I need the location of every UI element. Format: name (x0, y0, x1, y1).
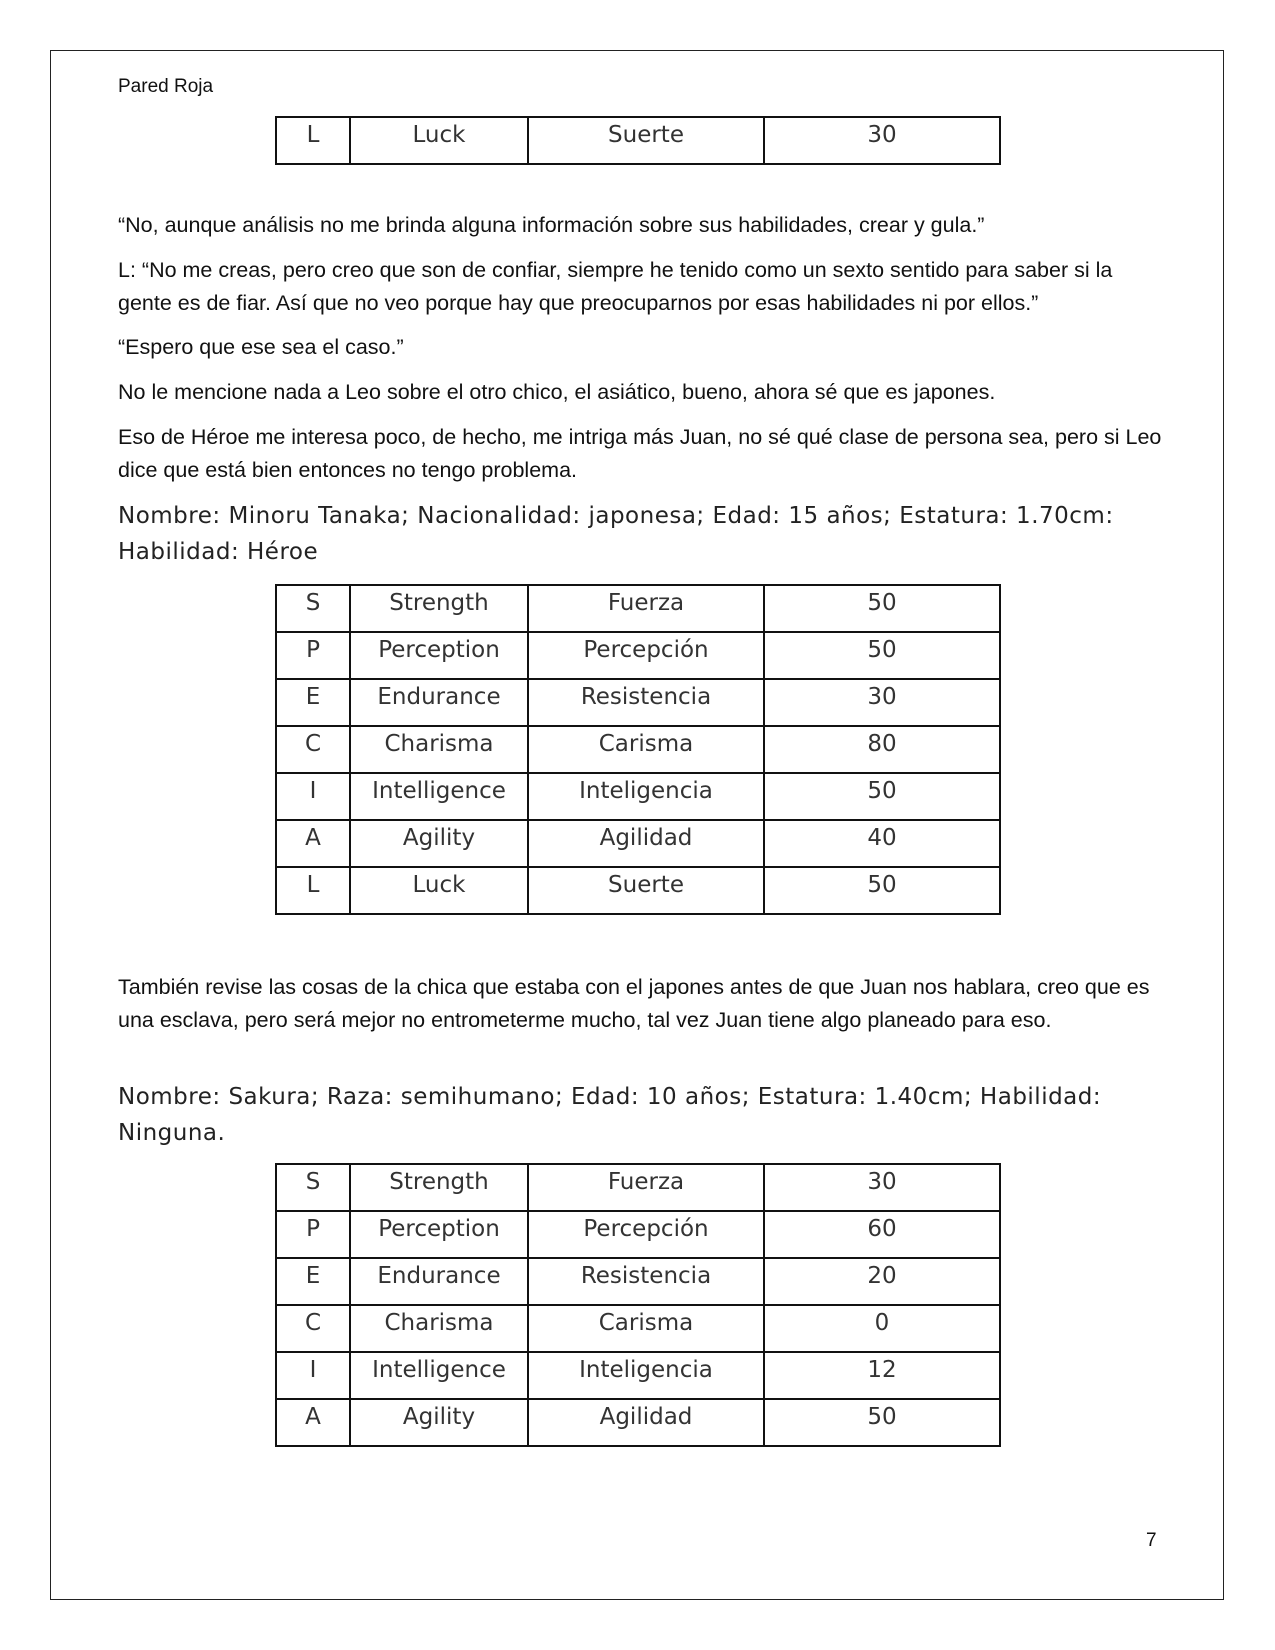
stat-english-cell: Strength (350, 1164, 528, 1211)
stat-spanish-cell: Percepción (528, 1211, 764, 1258)
table-row (276, 1211, 1000, 1258)
page-number: 7 (1146, 1530, 1157, 1551)
stat-code-cell: L (276, 117, 350, 164)
stat-english-cell: Luck (350, 867, 528, 914)
stat-value-cell: 50 (764, 773, 1000, 820)
stat-code-cell: P (276, 632, 350, 679)
stat-english-cell: Endurance (350, 1258, 528, 1305)
paragraph-text: También revise las cosas de la chica que estaba con el japones antes de que Juan nos hablara, creo que es una esclava, pero será mejor no entrometerme mucho, tal vez Juan tiene algo planeado para eso. (118, 975, 1150, 1032)
character-spec-text: Nombre: Sakura; Raza: semihumano; Edad: 10 años; Estatura: 1.40cm; Habilidad: Ninguna. (118, 1084, 1102, 1146)
table-row (276, 820, 1000, 867)
stat-code-cell: A (276, 820, 350, 867)
paragraph-text: “Espero que ese sea el caso.” (118, 335, 404, 359)
stat-value-cell: 50 (764, 632, 1000, 679)
stat-english-cell: Endurance (350, 679, 528, 726)
stat-code-cell: E (276, 679, 350, 726)
table-row (276, 867, 1000, 914)
stat-english-cell: Perception (350, 1211, 528, 1258)
stat-english-cell: Charisma (350, 726, 528, 773)
stat-english-cell: Agility (350, 820, 528, 867)
paragraph (118, 254, 1163, 320)
paragraph-text: No le mencione nada a Leo sobre el otro chico, el asiático, bueno, ahora sé que es japones. (118, 380, 996, 404)
stat-spanish-cell: Fuerza (528, 1164, 764, 1211)
stat-spanish-cell: Inteligencia (528, 773, 764, 820)
stat-english-cell: Charisma (350, 1305, 528, 1352)
paragraph (118, 376, 1163, 409)
stat-spanish-cell: Agilidad (528, 820, 764, 867)
stat-value-cell: 40 (764, 820, 1000, 867)
character-spec-text: Nombre: Minoru Tanaka; Nacionalidad: japonesa; Edad: 15 años; Estatura: 1.70cm: Habilidad: Héroe (118, 503, 1114, 565)
stat-code-cell: S (276, 1164, 350, 1211)
stat-value-cell: 0 (764, 1305, 1000, 1352)
paragraph-text: L: “No me creas, pero creo que son de confiar, siempre he tenido como un sexto sentido para saber si la gente es de fiar. Así que no veo porque hay que preocuparnos por esas habilidades ni por ellos.” (118, 258, 1113, 315)
stat-code-cell: I (276, 1352, 350, 1399)
stat-value-cell: 60 (764, 1211, 1000, 1258)
stat-value-cell: 12 (764, 1352, 1000, 1399)
stat-spanish-cell: Carisma (528, 726, 764, 773)
stats-table-sakura (275, 1163, 1001, 1447)
running-header: Pared Roja (118, 76, 214, 97)
stat-value-cell: 50 (764, 585, 1000, 632)
stat-spanish-cell: Carisma (528, 1305, 764, 1352)
character-spec (118, 498, 1163, 570)
paragraph (118, 971, 1163, 1037)
stat-value-cell: 30 (764, 1164, 1000, 1211)
stats-table-top (275, 116, 1001, 165)
stat-spanish-cell: Fuerza (528, 585, 764, 632)
table-row (276, 1305, 1000, 1352)
stat-spanish-cell: Agilidad (528, 1399, 764, 1446)
stats-table-minoru (275, 584, 1001, 915)
stat-code-cell: A (276, 1399, 350, 1446)
stat-english-cell: Perception (350, 632, 528, 679)
stat-english-cell: Intelligence (350, 773, 528, 820)
table-row (276, 1164, 1000, 1211)
stat-english-cell: Strength (350, 585, 528, 632)
stat-value-cell: 50 (764, 1399, 1000, 1446)
stat-code-cell: C (276, 726, 350, 773)
stat-code-cell: E (276, 1258, 350, 1305)
paragraph-text: Eso de Héroe me interesa poco, de hecho, me intriga más Juan, no sé qué clase de persona sea, pero si Leo dice que está bien entonces no tengo problema. (118, 425, 1162, 482)
stat-spanish-cell: Resistencia (528, 679, 764, 726)
paragraph (118, 209, 1163, 242)
stat-english-cell: Luck (350, 117, 528, 164)
table-row (276, 1399, 1000, 1446)
stat-value-cell: 30 (764, 117, 1000, 164)
stat-code-cell: I (276, 773, 350, 820)
stat-value-cell: 20 (764, 1258, 1000, 1305)
table-row (276, 585, 1000, 632)
stat-value-cell: 50 (764, 867, 1000, 914)
stat-code-cell: S (276, 585, 350, 632)
table-row (276, 632, 1000, 679)
stat-spanish-cell: Inteligencia (528, 1352, 764, 1399)
stat-english-cell: Agility (350, 1399, 528, 1446)
stat-spanish-cell: Suerte (528, 867, 764, 914)
character-spec (118, 1079, 1163, 1151)
paragraph (118, 421, 1163, 487)
stat-value-cell: 80 (764, 726, 1000, 773)
table-row (276, 1352, 1000, 1399)
stat-code-cell: C (276, 1305, 350, 1352)
paragraph-text: “No, aunque análisis no me brinda alguna información sobre sus habilidades, crear y gula.” (118, 213, 985, 237)
stat-english-cell: Intelligence (350, 1352, 528, 1399)
table-row (276, 1258, 1000, 1305)
table-row (276, 773, 1000, 820)
stat-value-cell: 30 (764, 679, 1000, 726)
stat-spanish-cell: Percepción (528, 632, 764, 679)
stat-spanish-cell: Resistencia (528, 1258, 764, 1305)
stat-code-cell: L (276, 867, 350, 914)
table-row (276, 679, 1000, 726)
stat-code-cell: P (276, 1211, 350, 1258)
table-row (276, 117, 1000, 164)
paragraph (118, 331, 1163, 364)
stat-spanish-cell: Suerte (528, 117, 764, 164)
table-row (276, 726, 1000, 773)
